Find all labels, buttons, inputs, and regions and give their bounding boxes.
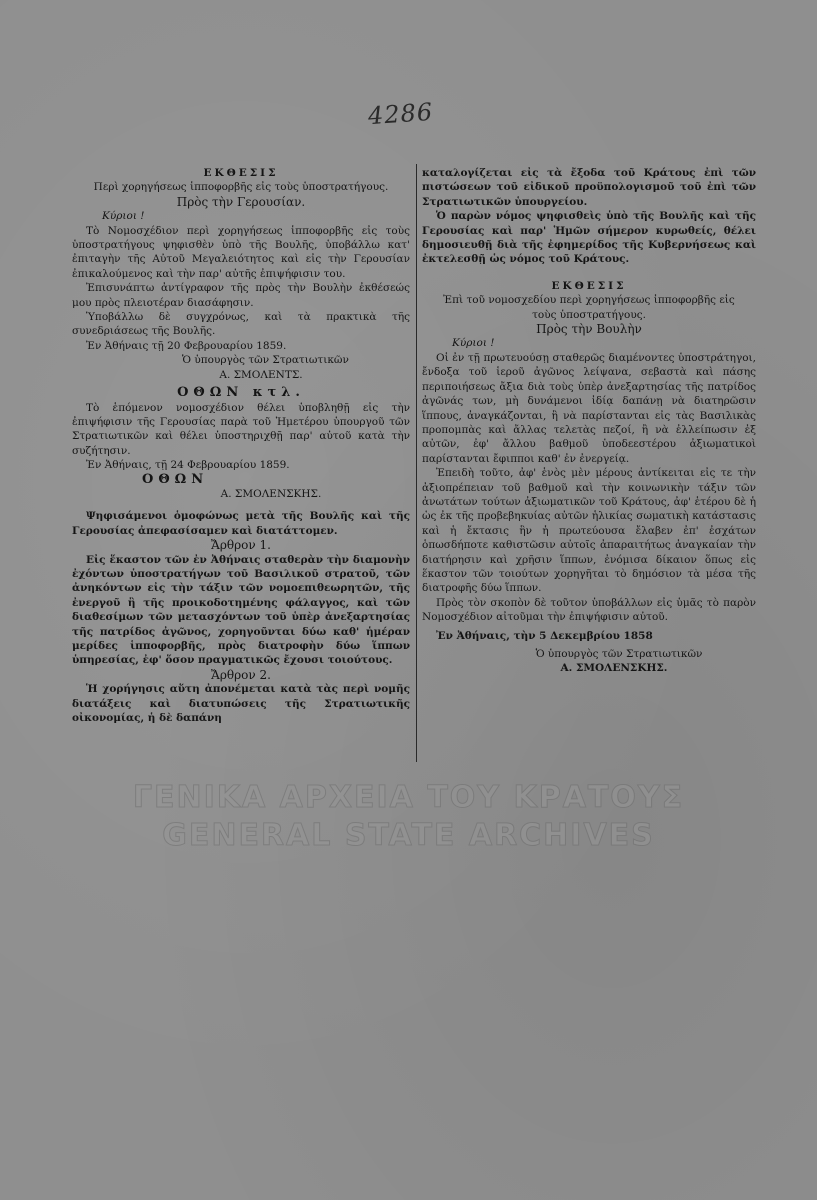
report1-salutation: Κύριοι !	[102, 210, 145, 223]
report1-title: ΕΚΘΕΣΙΣ	[203, 167, 279, 179]
left-column	[72, 166, 410, 725]
decree-king: ΟΘΩΝ	[142, 471, 209, 487]
report1-subject: Περὶ χορηγήσεως ἱπποφορβῆς εἰς τοὺς ὑποστρατήγους.	[93, 181, 389, 194]
report2-sign-name: Α. ΣΜΟΛΕΝΣΚΗΣ.	[560, 662, 668, 675]
report2-subject: Ἐπὶ τοῦ νομοσχεδίου περὶ χορηγήσεως ἱπποφορβῆς εἰς τοὺς ὑποστρατήγους.	[443, 294, 735, 321]
article2-text: Ἡ χορήγησις αὕτη ἀπονέμεται κατὰ τὰς περὶ νομῆς διατάξεις καὶ διατυπώσεις τῆς Στρατιωτικῆς οἰκονομίας, ἡ δὲ δαπάνη	[72, 683, 410, 725]
folio-number: 4286	[367, 97, 434, 131]
decree-paragraph: Τὸ ἑπόμενον νομοσχέδιον θέλει ὑποβληθῇ εἰς τὴν ἐπιψήφισιν τῆς Γερουσίας παρὰ τοῦ Ἡμετέρου ὑπουργοῦ τῶν Στρατιωτικῶν καὶ θέλει ὑποστηριχθῇ παρ' αὐτοῦ κατὰ τὴν συζήτησιν.	[72, 401, 410, 457]
report1-sign-role: Ὁ ὑπουργὸς τῶν Στρατιωτικῶν	[182, 354, 349, 367]
report2-addressee: Πρὸς τὴν Βουλὴν	[536, 322, 642, 337]
report2-salutation: Κύριοι !	[452, 337, 495, 350]
report2-paragraph-1: Οἱ ἐν τῇ πρωτευούσῃ σταθερῶς διαμένοντες ὑποστράτηγοι, ἔνδοξα τοῦ ἱεροῦ ἀγῶνος λείψανα, σεβαστὰ καὶ πάσης περιποιήσεως ἄξια διὰ τοὺς ὑπὲρ ἀνεξαρτησίας τῆς πατρίδος ἀγῶνάς των, μὴ δυνάμενοι ἰδίᾳ δαπάνῃ νὰ διατηρῶσιν ἵππους, ἀναγκάζονται, ἢ νὰ παρίστανται εἰς τὰς Βασιλικὰς προπομπὰς καὶ ἄλλας τελετὰς πεζοί, ἢ νὰ ἐλλείπωσιν ἐξ αὐτῶν, ἐφ' ἄλλου βαθμοῦ ὑποδεεστέρου ἀξιωματικοὶ παρίστανται ἔφιπποι καθ' ἐν ἐνεργείᾳ.	[422, 351, 756, 465]
right-column	[422, 166, 756, 676]
report2-paragraph-2: Ἐπειδὴ τοῦτο, ἀφ' ἑνὸς μὲν μέρους ἀντίκειται εἰς τε τὴν ἀξιοπρέπειαν τοῦ βαθμοῦ καὶ τὴν κοινωνικὴν τάξιν τῶν ἀνωτάτων τούτων ἀξιωματικῶν τοῦ Κράτους, ἀφ' ἑτέρου δὲ ἡ ὡς ἐκ τῆς προβεβηκυίας αὐτῶν ἡλικίας σωματικὴ κατάστασις καὶ ἡ ἔκτασις ἣν ἡ πρωτεύουσα ἔλαβεν ἐπ' ἐσχάτων ὁπωσδήποτε καθιστῶσιν αὐτοῖς ἀπαραιτήτως ἀναγκαίαν τὴν διατήρησιν καὶ χρῆσιν ἵππων, ἐνόμισα δίκαιον ὅπως εἰς ἕκαστον τῶν τοιούτων χορηγῆται τὸ δημόσιον τὰ μέσα τῆς διατροφῆς δύω ἵππων.	[422, 467, 756, 595]
report1-paragraph-3: Ὑποβάλλω δὲ συγχρόνως, καὶ τὰ πρακτικὰ τῆς συνεδριάσεως τῆς Βουλῆς.	[72, 311, 410, 338]
law-intro: Ψηφισάμενοι ὁμοφώνως μετὰ τῆς Βουλῆς καὶ τῆς Γερουσίας ἀπεφασίσαμεν καὶ διατάττομεν.	[72, 510, 410, 537]
report1-addressee: Πρὸς τὴν Γερουσίαν.	[176, 194, 306, 209]
report2-paragraph-3: Πρὸς τὸν σκοπὸν δὲ τοῦτον ὑποβάλλων εἰς ὑμᾶς τὸ παρὸν Νομοσχέδιον αἰτοῦμαι τὴν ἐπιψήφισιν αὐτοῦ.	[422, 596, 756, 624]
article1-heading: Ἄρθρον 1.	[211, 538, 271, 553]
decree-countersign: Α. ΣΜΟΛΕΝΣΚΗΣ.	[220, 487, 322, 500]
column-divider	[416, 164, 417, 762]
archive-watermark-greek: ΓΕΝΙΚΑ ΑΡΧΕΙΑ ΤΟΥ ΚΡΑΤΟΥΣ	[132, 780, 685, 815]
report1-date: Ἐν Ἀθήναις τῇ 20 Φεβρουαρίου 1859.	[86, 339, 287, 352]
report2-date: Ἐν Ἀθήναις, τὴν 5 Δεκεμβρίου 1858	[436, 629, 653, 642]
archive-watermark-english: GENERAL STATE ARCHIVES	[162, 818, 655, 853]
report1-paragraph-2: Ἐπισυνάπτω ἀντίγραφον τῆς πρὸς τὴν Βουλὴν ἐκθέσεώς μου πρὸς πλειοτέραν διασάφησιν.	[72, 282, 410, 309]
report2-title: ΕΚΘΕΣΙΣ	[551, 279, 627, 292]
article3-text: Ὁ παρὼν νόμος ψηφισθεὶς ὑπὸ τῆς Βουλῆς καὶ τῆς Γερουσίας καὶ παρ' Ἡμῶν σήμερον κυρωθείς, θέλει δημοσιευθῇ διὰ τῆς ἐφημερίδος τῆς Κυβερνήσεως καὶ ἐκτελεσθῇ ὡς νόμος τοῦ Κράτους.	[422, 210, 756, 266]
report1-sign-name: Α. ΣΜΟΛΕΝΤΣ.	[219, 368, 303, 381]
article1-text: Εἰς ἕκαστον τῶν ἐν Ἀθήναις σταθερὰν τὴν διαμονὴν ἐχόντων ὑποστρατήγων τοῦ Βασιλικοῦ στρατοῦ, τῶν ἀνηκόντων εἰς τὴν τάξιν τῶν νομοεπιθεωρητῶν, τῆς ἐνεργοῦ ἢ τῆς προικοδοτημένης φάλαγγος, καὶ τῶν διαθεσίμων τῶν μετασχόντων τοῦ ὑπὲρ ἀνεξαρτησίας τῆς πατρίδος ἀγῶνος, χορηγοῦνται δύω καθ' ἡμέραν μερίδες ἱπποφορβῆς, πρὸς διατροφὴν δύω ἵππων ὑπηρεσίας, ἐφ' ὅσον πραγματικῶς ἔχουσι τοιούτους.	[72, 553, 410, 667]
article2-heading: Ἄρθρον 2.	[211, 667, 271, 682]
article2-continuation: καταλογίζεται εἰς τὰ ἔξοδα τοῦ Κράτους ἐπὶ τῶν πιστώσεων τοῦ εἰδικοῦ προϋπολογισμοῦ τοῦ ἐπὶ τῶν Στρατιωτικῶν ὑπουργείου.	[422, 167, 756, 208]
decree-heading: ΟΘΩΝ κτλ.	[177, 385, 305, 401]
report1-paragraph-1: Τὸ Νομοσχέδιον περὶ χορηγήσεως ἱπποφορβῆς εἰς τοὺς ὑποστρατήγους ψηφισθὲν ὑπὸ τῆς Βουλῆς, ὑποβάλλω κατ' ἐπιταγὴν τῆς Αὐτοῦ Μεγαλειότητος καὶ εἰς τὴν Γερουσίαν ἐπικαλούμενος καὶ τὴν παρ' αὐτῆς ἐπιψήφισιν του.	[72, 224, 410, 280]
decree-date: Ἐν Ἀθήναις, τῇ 24 Φεβρουαρίου 1859.	[86, 459, 290, 472]
report2-sign-role: Ὁ ὑπουργὸς τῶν Στρατιωτικῶν	[535, 648, 703, 660]
